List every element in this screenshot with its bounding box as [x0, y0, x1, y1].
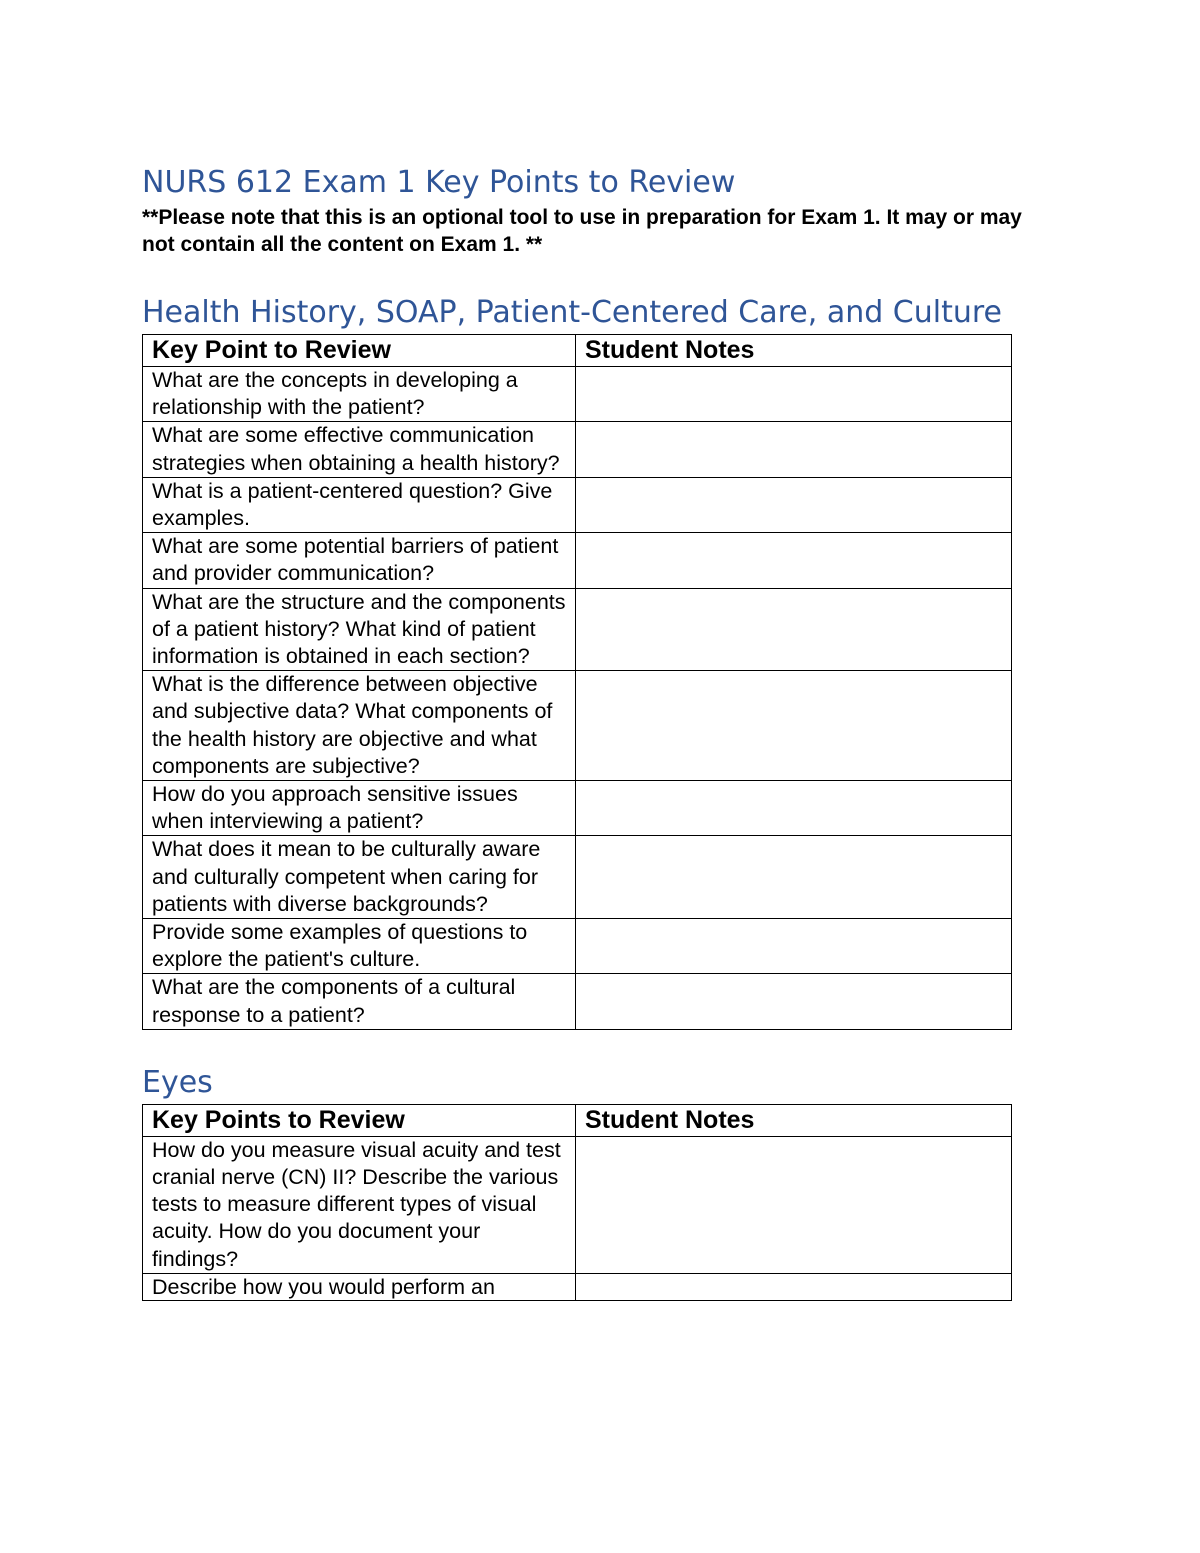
section-heading-health-history: Health History, SOAP, Patient-Centered Care, and Culture	[142, 295, 1003, 330]
key-point-cell: What are the components of a cultural response to a patient?	[143, 974, 576, 1029]
key-point-cell: What does it mean to be culturally aware and culturally competent when caring for patients with diverse backgrounds?	[143, 836, 576, 919]
key-point-cell	[143, 1273, 576, 1300]
student-notes-cell[interactable]	[576, 367, 1012, 422]
table-row	[143, 919, 1012, 974]
table-row	[143, 836, 1012, 919]
document-title: NURS 612 Exam 1 Key Points to Review	[142, 165, 736, 200]
table-row	[143, 588, 1012, 671]
table-row	[143, 533, 1012, 588]
table-header-row	[143, 335, 1012, 367]
student-notes-cell[interactable]	[576, 974, 1012, 1029]
section-heading-eyes: Eyes	[142, 1064, 213, 1100]
column-header-key-point: Key Point to Review	[143, 335, 576, 367]
student-notes-cell[interactable]	[576, 533, 1012, 588]
key-point-cell: What are the structure and the components of a patient history? What kind of patient information is obtained in each section?	[143, 588, 576, 671]
column-header-student-notes: Student Notes	[576, 1104, 1012, 1136]
column-header-student-notes: Student Notes	[576, 335, 1012, 367]
key-point-cell: Provide some examples of questions to explore the patient's culture.	[143, 919, 576, 974]
key-point-cell: What are some effective communication strategies when obtaining a health history?	[143, 422, 576, 477]
table-row	[143, 974, 1012, 1029]
column-header-key-points: Key Points to Review	[143, 1104, 576, 1136]
student-notes-cell[interactable]	[576, 836, 1012, 919]
table-row	[143, 1273, 1012, 1300]
table-row	[143, 781, 1012, 836]
table-header-row	[143, 1104, 1012, 1136]
table-row	[143, 367, 1012, 422]
key-point-text: Describe how you would perform an	[152, 1274, 495, 1299]
student-notes-cell[interactable]	[576, 781, 1012, 836]
student-notes-cell[interactable]	[576, 588, 1012, 671]
student-notes-cell[interactable]	[576, 1136, 1012, 1273]
table-row	[143, 422, 1012, 477]
key-point-cell: What are the concepts in developing a relationship with the patient?	[143, 367, 576, 422]
table-row	[143, 477, 1012, 532]
key-point-cell: How do you approach sensitive issues when interviewing a patient?	[143, 781, 576, 836]
table-row	[143, 1136, 1012, 1273]
table-row	[143, 671, 1012, 781]
key-point-cell: How do you measure visual acuity and test cranial nerve (CN) II? Describe the various tests to measure different types of visual acuity. How do you document your findings?	[143, 1136, 576, 1273]
student-notes-cell[interactable]	[576, 1273, 1012, 1300]
student-notes-cell[interactable]	[576, 919, 1012, 974]
student-notes-cell[interactable]	[576, 477, 1012, 532]
optional-tool-note: **Please note that this is an optional tool to use in preparation for Exam 1. It may or may not contain all the content on Exam 1. **	[142, 206, 1022, 256]
student-notes-cell[interactable]	[576, 422, 1012, 477]
key-point-cell: What is a patient-centered question? Give examples.	[143, 477, 576, 532]
key-point-cell: What is the difference between objective and subjective data? What components of the health history are objective and what components are subjective?	[143, 671, 576, 781]
key-point-cell: What are some potential barriers of patient and provider communication?	[143, 533, 576, 588]
document-content	[142, 164, 1052, 1301]
health-history-table	[142, 334, 1012, 1030]
student-notes-cell[interactable]	[576, 671, 1012, 781]
eyes-table	[142, 1104, 1012, 1301]
